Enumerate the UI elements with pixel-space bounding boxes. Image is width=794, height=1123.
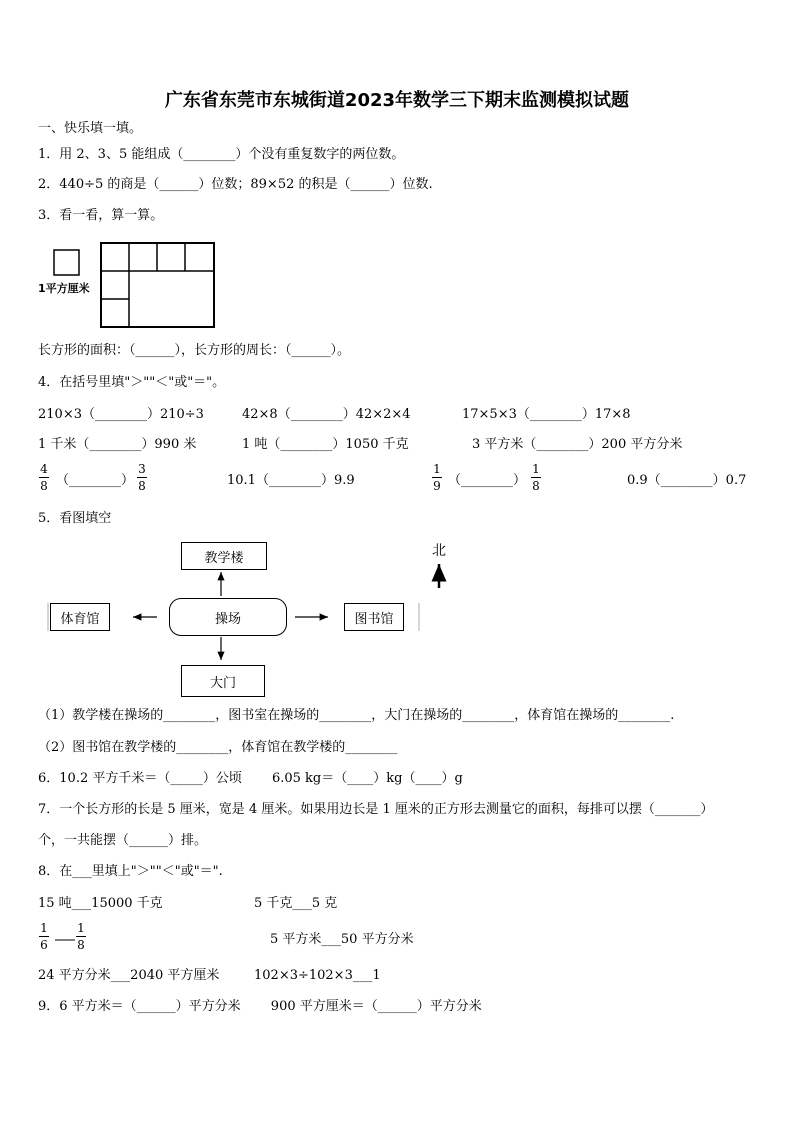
q4-row2-item2: 1 吨（________）1050 千克	[242, 437, 409, 452]
north-label: 北	[432, 543, 446, 559]
question-9: 9．6 平方米＝（______）平方分米 900 平方厘米＝（______）平方分米	[38, 999, 482, 1014]
question-5-label: 5．看图填空	[38, 511, 112, 526]
fraction-4-8: 4 8	[40, 462, 48, 493]
page-title: 广东省东莞市东城街道2023年数学三下期末监测模拟试题	[164, 90, 630, 111]
q4-row2-item1: 1 千米（________）990 米	[38, 437, 197, 452]
question-7-line2: 个，一共能摆（______）排。	[38, 833, 208, 848]
playground-box: 操场	[169, 598, 287, 636]
q5-sub2: （2）图书馆在教学楼的________，体育馆在教学楼的________	[38, 740, 398, 755]
q4-row3-item4: 0.9（________）0.7	[627, 473, 747, 488]
question-3-label: 3．看一看，算一算。	[38, 208, 164, 223]
fraction-1-8: 1 8	[532, 462, 540, 493]
q4-row1-item1: 210×3（________）210÷3	[38, 407, 204, 422]
q4-row3-paren-3: （________）	[448, 473, 527, 488]
question-2: 2．440÷5 的商是（______）位数；89×52 的积是（______）位数.	[38, 177, 433, 192]
q4-row1-item2: 42×8（________）42×2×4	[242, 407, 411, 422]
question-8-label: 8．在___里填上"＞""＜"或"＝".	[38, 864, 223, 879]
unit-square-label: 1平方厘米	[38, 282, 90, 295]
fraction-1-8-b: 1 8	[77, 921, 85, 952]
teaching-building-box: 教学楼	[181, 542, 267, 570]
fraction-1-9: 1 9	[433, 462, 441, 493]
gym-box: 体育馆	[50, 603, 110, 631]
fraction-1-6: 1 6	[40, 921, 48, 952]
q4-row1-item3: 17×5×3（________）17×8	[462, 407, 631, 422]
q8-blank-line	[55, 939, 75, 941]
q8-row3-a: 24 平方分米___2040 平方厘米	[38, 968, 220, 983]
gate-box: 大门	[181, 665, 265, 697]
q8-row1-b: 5 千克___5 克	[254, 896, 338, 911]
q4-row2-item3: 3 平方米（________）200 平方分米	[472, 437, 683, 452]
question-6: 6．10.2 平方千米＝（_____）公顷 6.05 kg＝（____）kg（____）g	[38, 771, 463, 786]
q8-row3-b: 102×3÷102×3___1	[254, 968, 381, 983]
question-3-answer: 长方形的面积：（______），长方形的周长：（______）。	[38, 343, 351, 358]
q5-sub1: （1）教学楼在操场的________，图书室在操场的________，大门在操场的________，体育馆在操场的________.	[38, 708, 675, 723]
section-heading: 一、快乐填一填。	[38, 121, 143, 136]
q4-row3-item2: 10.1（________）9.9	[227, 473, 355, 488]
q8-row2-b: 5 平方米___50 平方分米	[270, 932, 414, 947]
question-4-label: 4．在括号里填"＞""＜"或"＝"。	[38, 375, 226, 390]
q8-row1-a: 15 吨___15000 千克	[38, 896, 163, 911]
q4-row3-paren-1: （________）	[56, 473, 135, 488]
library-box: 图书馆	[344, 603, 404, 631]
question-7-line1: 7．一个长方形的长是 5 厘米，宽是 4 厘米。如果用边长是 1 厘米的正方形去测量它的面积，每排可以摆（_______）	[38, 802, 714, 817]
fraction-3-8: 3 8	[138, 462, 146, 493]
question-1: 1．用 2、3、5 能组成（________）个没有重复数字的两位数。	[38, 147, 405, 162]
